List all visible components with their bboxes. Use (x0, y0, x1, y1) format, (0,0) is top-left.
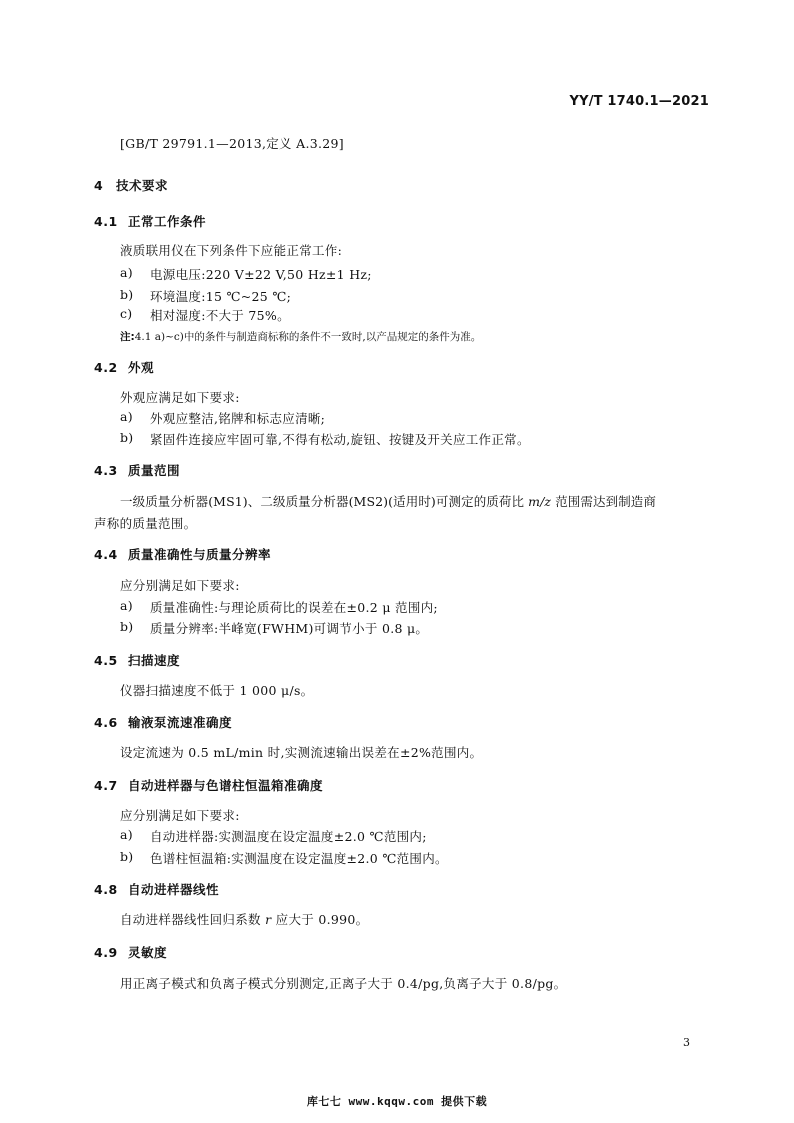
standard-number: YY/T 1740.1—2021 (569, 94, 709, 109)
list-marker: c) (120, 306, 133, 321)
list-item: 相对湿度:不大于 75%。 (150, 308, 290, 323)
section-number: 4.3 (94, 463, 118, 478)
text-run: 一级质量分析器(MS1)、二级质量分析器(MS2)(适用时)可测定的质荷比 (120, 494, 525, 509)
section-4-3-heading (94, 461, 180, 479)
page-number: 3 (683, 1036, 690, 1049)
list-item: 质量准确性:与理论质荷比的误差在±0.2 μ 范围内; (150, 600, 438, 615)
text-run: 范围需达到制造商 (555, 494, 657, 509)
section-title: 灵敏度 (128, 945, 168, 960)
list-marker: a) (120, 409, 133, 424)
section-4-6-heading (94, 713, 232, 731)
note-text: 4.1 a)~c)中的条件与制造商标称的条件不一致时,以产品规定的条件为准。 (134, 331, 482, 343)
section-number: 4.7 (94, 778, 118, 793)
section-number: 4.6 (94, 715, 118, 730)
reference-citation: [GB/T 29791.1—2013,定义 A.3.29] (120, 136, 344, 151)
note (120, 329, 481, 344)
list-item: 外观应整洁,铭牌和标志应清晰; (150, 411, 326, 426)
paragraph: 应分别满足如下要求: (120, 808, 240, 823)
note-label: 注: (120, 331, 135, 343)
section-title: 外观 (128, 360, 155, 375)
section-title: 技术要求 (116, 178, 169, 193)
section-4-2-heading (94, 358, 154, 376)
section-number: 4 (94, 178, 104, 193)
paragraph-continuation: 声称的质量范围。 (94, 516, 197, 531)
list-marker: a) (120, 265, 133, 280)
text-run: 应大于 0.990。 (275, 912, 369, 927)
section-4-5-heading (94, 651, 180, 669)
section-title: 质量范围 (128, 463, 181, 478)
section-title: 自动进样器与色谱柱恒温箱准确度 (128, 778, 324, 793)
list-item: 电源电压:220 V±22 V,50 Hz±1 Hz; (150, 267, 372, 282)
list-item: 质量分辨率:半峰宽(FWHM)可调节小于 0.8 μ。 (150, 621, 429, 636)
download-footer: 库七七 www.kqqw.com 提供下载 (306, 1095, 488, 1108)
section-number: 4.1 (94, 214, 118, 229)
section-title: 输液泵流速准确度 (128, 715, 233, 730)
section-4-9-heading (94, 943, 167, 961)
section-number: 4.4 (94, 547, 118, 562)
variable: r (265, 912, 272, 927)
section-number: 4.5 (94, 653, 118, 668)
variable: m/z (528, 494, 552, 509)
list-item: 自动进样器:实测温度在设定温度±2.0 ℃范围内; (150, 829, 427, 844)
list-item: 环境温度:15 ℃~25 ℃; (150, 289, 292, 304)
paragraph (120, 910, 368, 928)
list-marker: b) (120, 430, 134, 445)
section-4-heading (94, 176, 168, 194)
paragraph: 仪器扫描速度不低于 1 000 μ/s。 (120, 683, 314, 698)
section-title: 扫描速度 (128, 653, 181, 668)
section-4-8-heading (94, 880, 219, 898)
paragraph: 外观应满足如下要求: (120, 390, 240, 405)
list-item: 色谱柱恒温箱:实测温度在设定温度±2.0 ℃范围内。 (150, 851, 448, 866)
section-number: 4.2 (94, 360, 118, 375)
paragraph: 用正离子模式和负离子模式分别测定,正离子大于 0.4/pg,负离子大于 0.8/pg。 (120, 976, 567, 991)
paragraph: 应分别满足如下要求: (120, 578, 240, 593)
section-title: 自动进样器线性 (128, 882, 220, 897)
section-4-1-heading (94, 212, 206, 230)
list-marker: a) (120, 827, 133, 842)
paragraph: 液质联用仪在下列条件下应能正常工作: (120, 243, 343, 258)
text-run: 自动进样器线性回归系数 (120, 912, 261, 927)
section-title: 质量准确性与质量分辨率 (128, 547, 272, 562)
paragraph (120, 492, 656, 510)
section-number: 4.9 (94, 945, 118, 960)
section-number: 4.8 (94, 882, 118, 897)
section-4-7-heading (94, 776, 323, 794)
section-title: 正常工作条件 (128, 214, 207, 229)
section-4-4-heading (94, 545, 271, 563)
list-marker: b) (120, 619, 134, 634)
list-marker: b) (120, 287, 134, 302)
list-marker: b) (120, 849, 134, 864)
list-marker: a) (120, 598, 133, 613)
list-item: 紧固件连接应牢固可靠,不得有松动,旋钮、按键及开关应工作正常。 (150, 432, 530, 447)
paragraph: 设定流速为 0.5 mL/min 时,实测流速输出误差在±2%范围内。 (120, 745, 483, 760)
